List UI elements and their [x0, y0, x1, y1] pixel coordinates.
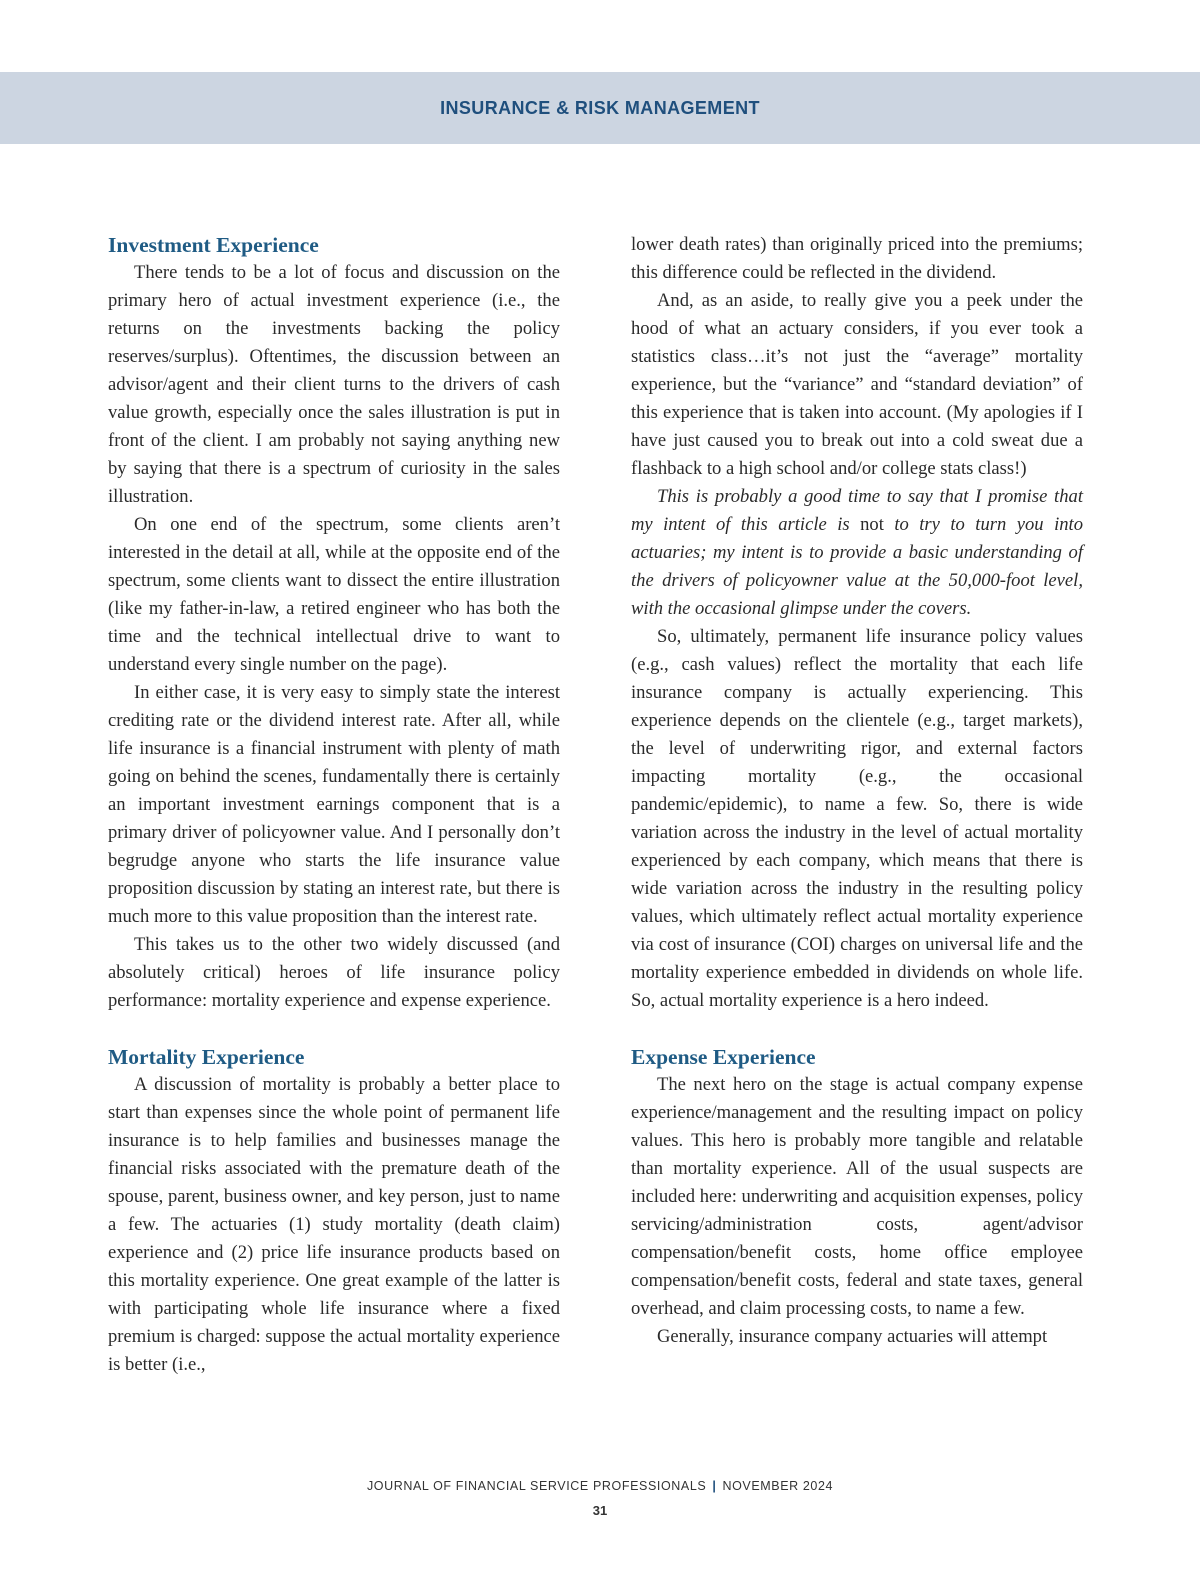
page-number: 31 [592, 1503, 608, 1518]
left-column [108, 231, 560, 1379]
journal-name: JOURNAL OF FINANCIAL SERVICE PROFESSIONALS [366, 1479, 707, 1493]
issue-date: NOVEMBER 2024 [722, 1479, 834, 1493]
section-gap [631, 1015, 1083, 1043]
section-banner [0, 72, 1200, 144]
aside-emphasis: not [860, 514, 884, 535]
aside-text-part: to try to turn you into actuaries; my intent is to provide a basic understanding of the drivers of policyowner value at the 50,000-foot level, with the occasional glimpse under the covers. [631, 514, 1083, 619]
paragraph: This takes us to the other two widely discussed (and absolutely critical) heroes of life insurance policy performance: mortality experience and expense experience. [108, 934, 560, 1011]
paragraph: There tends to be a lot of focus and discussion on the primary hero of actual investment experience (i.e., the returns on the investments backing the policy reserves/surplus). Oftentimes, the discussion between an advisor/agent and their client turns to the drivers of cash value growth, especially once the sales illustration is put in front of the client. I am probably not saying anything new by saying that there is a spectrum of curiosity in the sales illustration. [108, 262, 560, 507]
heading-investment-experience: Investment Experience [108, 233, 319, 257]
footer-separator: | [712, 1479, 717, 1493]
section-gap [108, 1015, 560, 1043]
footer-journal-line [0, 1479, 1200, 1493]
paragraph: In either case, it is very easy to simply state the interest crediting rate or the dividend interest rate. After all, while life insurance is a financial instrument with plenty of math going on behind the scenes, fundamentally there is certainly an important investment earnings component that is a primary driver of policyowner value. And I personally don’t begrudge anyone who starts the life insurance value proposition discussion by stating an interest rate, but there is much more to this value proposition than the interest rate. [108, 682, 560, 927]
paragraph: Generally, insurance company actuaries will attempt [657, 1326, 1048, 1347]
section-title: INSURANCE & RISK MANAGEMENT [440, 97, 760, 118]
paragraph: A discussion of mortality is probably a better place to start than expenses since the whole point of permanent life insurance is to help families and businesses manage the financial risks associated with the premature death of the spouse, parent, business owner, and key person, just to name a few. The actuaries (1) study mortality (death claim) experience and (2) price life insurance products based on this mortality experience. One great example of the latter is with participating whole life insurance where a fixed premium is charged: suppose the actual mortality experience is better (i.e., [108, 1074, 560, 1375]
italic-aside-paragraph [631, 483, 1083, 623]
heading-expense-experience: Expense Experience [631, 1045, 816, 1069]
right-column [631, 231, 1083, 1351]
aside-text-part: This is probably a good time to say that I promise that my intent of this article is [631, 486, 1083, 535]
paragraph-continued: lower death rates) than originally priced into the premiums; this difference could be reflected in the dividend. [631, 234, 1083, 283]
paragraph: So, ultimately, permanent life insurance policy values (e.g., cash values) reflect the mortality that each life insurance company is actually experiencing. This experience depends on the clientele (e.g., target markets), the level of underwriting rigor, and external factors impacting mortality (e.g., the occasional pandemic/epidemic), to name a few. So, there is wide variation across the industry in the level of actual mortality experienced by each company, which means that there is wide variation across the industry in the resulting policy values, which ultimately reflect actual mortality experience via cost of insurance (COI) charges on universal life and the mortality experience embedded in dividends on whole life. So, actual mortality experience is a hero indeed. [631, 626, 1083, 1011]
paragraph: On one end of the spectrum, some clients aren’t interested in the detail at all, while at the opposite end of the spectrum, some clients want to dissect the entire illustration (like my father-in-law, a retired engineer who has both the time and the technical intellectual drive to want to understand every single number on the page). [108, 514, 560, 675]
heading-mortality-experience: Mortality Experience [108, 1045, 305, 1069]
paragraph: The next hero on the stage is actual company expense experience/management and the resulting impact on policy values. This hero is probably more tangible and relatable than mortality experience. All of the usual suspects are included here: underwriting and acquisition expenses, policy servicing/administration costs, agent/advisor compensation/benefit costs, home office employee compensation/benefit costs, federal and state taxes, general overhead, and claim processing costs, to name a few. [631, 1074, 1083, 1319]
paragraph: And, as an aside, to really give you a peek under the hood of what an actuary considers, if you ever took a statistics class…it’s not just the “average” mortality experience, but the “variance” and “standard deviation” of this experience that is taken into account. (My apologies if I have just caused you to break out into a cold sweat due a flashback to a high school and/or college stats class!) [631, 290, 1083, 479]
